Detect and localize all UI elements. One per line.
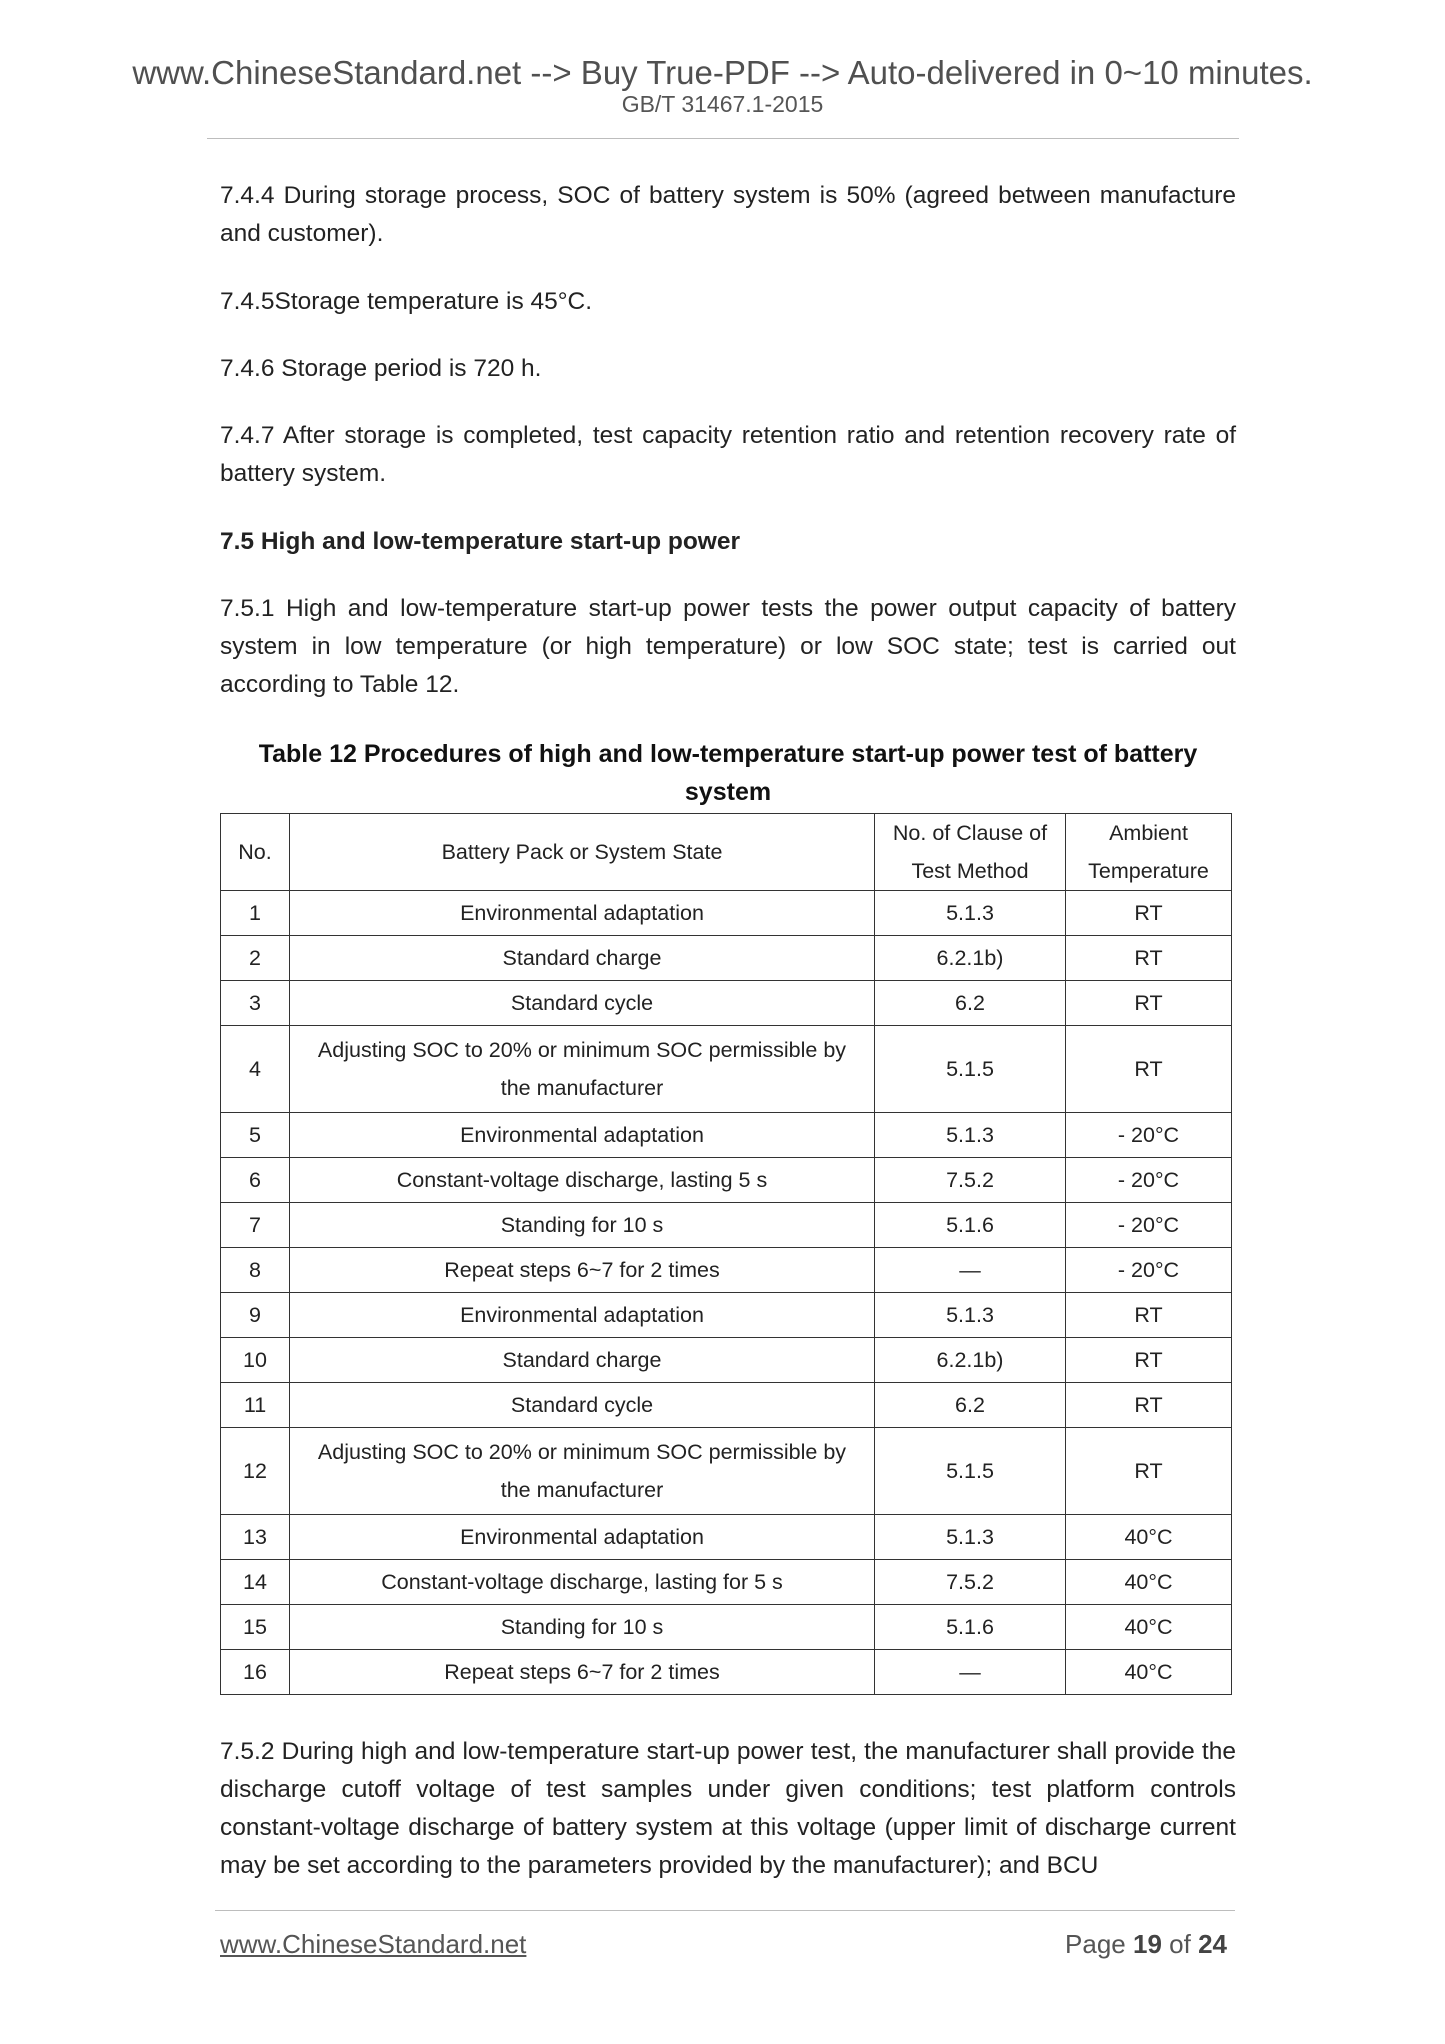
cell-state-line1: Adjusting SOC to 20% or minimum SOC permissible by xyxy=(317,1038,847,1062)
cell-no: 2 xyxy=(221,936,290,981)
table-header-row xyxy=(221,814,1232,891)
cell-no: 1 xyxy=(221,891,290,936)
cell-state: Constant-voltage discharge, lasting for 5 s xyxy=(290,1560,875,1605)
cell-state-line2: the manufacturer xyxy=(500,1478,664,1502)
header-state: Battery Pack or System State xyxy=(290,814,875,891)
cell-clause: 5.1.3 xyxy=(875,891,1066,936)
cell-state: Standard charge xyxy=(290,936,875,981)
cell-temp: RT xyxy=(1066,891,1232,936)
section-heading-7-5: 7.5 High and low-temperature start-up power xyxy=(220,528,741,555)
header-clause-line2: Test Method xyxy=(911,859,1029,883)
table-row xyxy=(221,1203,1232,1248)
clause-7-4-6: 7.4.6 Storage period is 720 h. xyxy=(220,355,542,382)
page-label: Page xyxy=(1065,1929,1126,1959)
page-of: of xyxy=(1169,1929,1191,1959)
table-row xyxy=(221,891,1232,936)
cell-clause: 6.2.1b) xyxy=(875,1338,1066,1383)
page-current: 19 xyxy=(1133,1929,1162,1959)
table-caption: Table 12 Procedures of high and low-temperature start-up power test of battery system xyxy=(258,740,1198,806)
procedure-table xyxy=(220,813,1232,1695)
cell-clause: 5.1.3 xyxy=(875,1515,1066,1560)
cell-no: 8 xyxy=(221,1248,290,1293)
cell-no: 5 xyxy=(221,1113,290,1158)
cell-no: 14 xyxy=(221,1560,290,1605)
cell-temp: 40°C xyxy=(1066,1650,1232,1695)
table-row xyxy=(221,1605,1232,1650)
cell-temp: 40°C xyxy=(1066,1560,1232,1605)
table-row xyxy=(221,1113,1232,1158)
cell-temp: RT xyxy=(1066,936,1232,981)
clause-7-5-2: 7.5.2 During high and low-temperature start-up power test, the manufacturer shall provide the discharge cutoff voltage of test samples under given conditions; test platform controls constant-voltage discharge of battery system at this voltage (upper limit of discharge current may be set according to the parameters provided by the manufacturer); and BCU xyxy=(220,1738,1236,1879)
standard-number: GB/T 31467.1-2015 xyxy=(621,91,824,117)
cell-temp: RT xyxy=(1066,1338,1232,1383)
cell-clause: 5.1.6 xyxy=(875,1605,1066,1650)
cell-state: Standard cycle xyxy=(290,1383,875,1428)
cell-no: 3 xyxy=(221,981,290,1026)
page-total: 24 xyxy=(1198,1929,1227,1959)
table-row xyxy=(221,1293,1232,1338)
cell-state: Environmental adaptation xyxy=(290,1293,875,1338)
cell-temp: RT xyxy=(1066,1026,1232,1113)
cell-state: Constant-voltage discharge, lasting 5 s xyxy=(290,1158,875,1203)
cell-no: 16 xyxy=(221,1650,290,1695)
table-row xyxy=(221,1650,1232,1695)
cell-no: 9 xyxy=(221,1293,290,1338)
cell-state: Environmental adaptation xyxy=(290,1113,875,1158)
header-temperature xyxy=(1066,814,1232,891)
table-row xyxy=(221,1026,1232,1113)
cell-state: Standing for 10 s xyxy=(290,1605,875,1650)
cell-clause: 6.2 xyxy=(875,1383,1066,1428)
cell-temp: - 20°C xyxy=(1066,1248,1232,1293)
cell-temp: 40°C xyxy=(1066,1605,1232,1650)
cell-clause: 5.1.3 xyxy=(875,1113,1066,1158)
clause-7-5-1: 7.5.1 High and low-temperature start-up power tests the power output capacity of battery system in low temperature (or high temperature) or low SOC state; test is carried out according to Table 12. xyxy=(220,595,1236,698)
table-row xyxy=(221,981,1232,1026)
cell-clause: 7.5.2 xyxy=(875,1560,1066,1605)
cell-clause: 5.1.6 xyxy=(875,1203,1066,1248)
cell-no: 12 xyxy=(221,1428,290,1515)
cell-state: Repeat steps 6~7 for 2 times xyxy=(290,1248,875,1293)
page-indicator xyxy=(1065,1929,1227,1960)
cell-no: 6 xyxy=(221,1158,290,1203)
cell-no: 10 xyxy=(221,1338,290,1383)
table-row xyxy=(221,1428,1232,1515)
cell-temp: 40°C xyxy=(1066,1515,1232,1560)
cell-no: 4 xyxy=(221,1026,290,1113)
table-row xyxy=(221,1560,1232,1605)
cell-clause: 6.2 xyxy=(875,981,1066,1026)
cell-temp: RT xyxy=(1066,981,1232,1026)
cell-state: Environmental adaptation xyxy=(290,891,875,936)
cell-clause: 5.1.5 xyxy=(875,1428,1066,1515)
cell-clause: 5.1.3 xyxy=(875,1293,1066,1338)
cell-clause: 6.2.1b) xyxy=(875,936,1066,981)
header-temp-line1: Ambient xyxy=(1109,821,1188,845)
clause-7-4-7: 7.4.7 After storage is completed, test capacity retention ratio and retention recovery rate of battery system. xyxy=(220,422,1236,487)
footer-divider xyxy=(215,1910,1235,1911)
cell-state-line2: the manufacturer xyxy=(500,1076,664,1100)
clause-7-4-5: 7.4.5Storage temperature is 45°C. xyxy=(220,288,593,315)
table-row xyxy=(221,1383,1232,1428)
cell-no: 15 xyxy=(221,1605,290,1650)
cell-state xyxy=(290,1026,875,1113)
cell-clause: — xyxy=(875,1248,1066,1293)
table-row xyxy=(221,1158,1232,1203)
header-clause xyxy=(875,814,1066,891)
cell-state xyxy=(290,1428,875,1515)
cell-temp: - 20°C xyxy=(1066,1113,1232,1158)
cell-clause: — xyxy=(875,1650,1066,1695)
cell-temp: - 20°C xyxy=(1066,1203,1232,1248)
cell-clause: 5.1.5 xyxy=(875,1026,1066,1113)
cell-clause: 7.5.2 xyxy=(875,1158,1066,1203)
table-row xyxy=(221,1515,1232,1560)
table-row xyxy=(221,936,1232,981)
cell-temp: - 20°C xyxy=(1066,1158,1232,1203)
cell-state: Standard cycle xyxy=(290,981,875,1026)
cell-temp: RT xyxy=(1066,1428,1232,1515)
header-no: No. xyxy=(221,814,290,891)
cell-state-line1: Adjusting SOC to 20% or minimum SOC permissible by xyxy=(317,1440,847,1464)
cell-state: Standing for 10 s xyxy=(290,1203,875,1248)
header-divider xyxy=(207,138,1239,139)
cell-no: 13 xyxy=(221,1515,290,1560)
cell-no: 7 xyxy=(221,1203,290,1248)
table-row xyxy=(221,1338,1232,1383)
header-clause-line1: No. of Clause of xyxy=(892,821,1048,845)
cell-temp: RT xyxy=(1066,1293,1232,1338)
cell-state: Environmental adaptation xyxy=(290,1515,875,1560)
cell-no: 11 xyxy=(221,1383,290,1428)
cell-state: Standard charge xyxy=(290,1338,875,1383)
header-banner: www.ChineseStandard.net --> Buy True-PDF --> Auto-delivered in 0~10 minutes. xyxy=(132,54,1313,91)
cell-state: Repeat steps 6~7 for 2 times xyxy=(290,1650,875,1695)
footer-site-link[interactable]: www.ChineseStandard.net xyxy=(220,1929,527,1959)
table-row xyxy=(221,1248,1232,1293)
clause-7-4-4: 7.4.4 During storage process, SOC of battery system is 50% (agreed between manufacture and customer). xyxy=(220,182,1236,247)
header-temp-line2: Temperature xyxy=(1088,859,1209,883)
cell-temp: RT xyxy=(1066,1383,1232,1428)
